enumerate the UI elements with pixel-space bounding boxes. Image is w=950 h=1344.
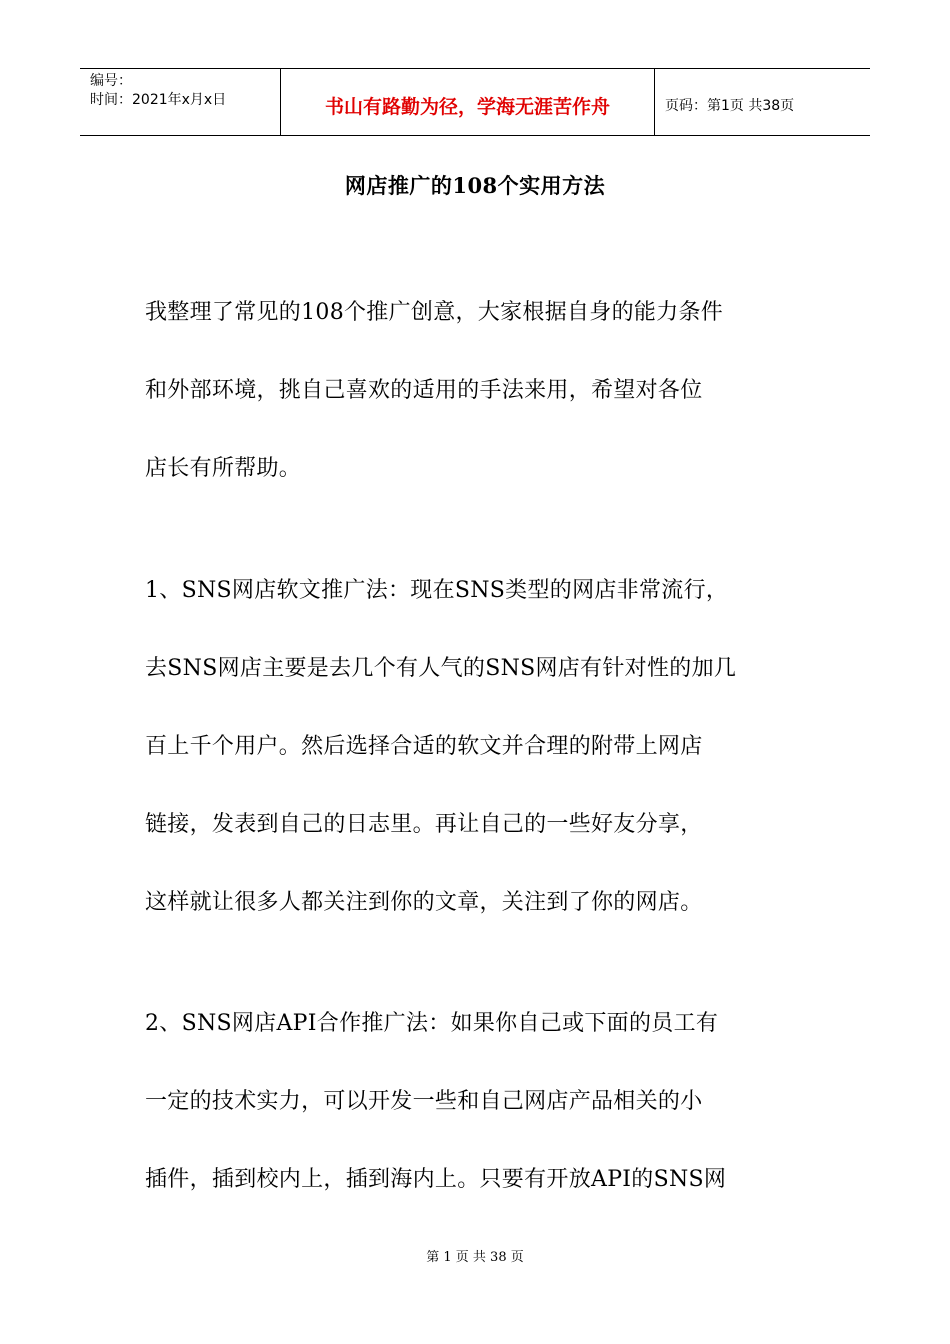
paragraph-intro (145, 274, 815, 508)
text-line: 链接，发表到自己的日志里。再让自己的一些好友分享， (145, 812, 703, 837)
text-line: 2、SNS网店API合作推广法：如果你自己或下面的员工有 (145, 1011, 719, 1036)
header-table (80, 68, 870, 136)
date-line: 时间：2021年x月x日 (90, 92, 227, 108)
paragraph-item-2 (145, 985, 815, 1219)
text-line: 店长有所帮助。 (145, 456, 302, 481)
document-title: 网店推广的108个实用方法 (344, 173, 606, 198)
text-line: 插件，插到校内上，插到海内上。只要有开放API的SNS网 (145, 1167, 727, 1192)
page-footer: 第 1 页 共 38 页 (426, 1250, 524, 1265)
text-line: 这样就让很多人都关注到你的文章，关注到了你的网店。 (145, 890, 703, 915)
number-label: 编号： (90, 73, 132, 89)
text-line: 1、SNS网店软文推广法：现在SNS类型的网店非常流行， (145, 578, 729, 603)
text-line: 和外部环境，挑自己喜欢的适用的手法来用，希望对各位 (145, 378, 703, 403)
text-line: 一定的技术实力，可以开发一些和自己网店产品相关的小 (145, 1089, 703, 1114)
text-line: 去SNS网店主要是去几个有人气的SNS网店有针对性的加几 (145, 656, 737, 681)
page-info: 页码：第1页 共38页 (665, 98, 795, 114)
paragraph-item-1 (145, 552, 815, 942)
header-meta-cell (80, 69, 281, 135)
header-page-cell (655, 69, 870, 135)
header-motto-cell (281, 69, 655, 135)
text-line: 我整理了常见的108个推广创意，大家根据自身的能力条件 (145, 300, 724, 325)
motto-text: 书山有路勤为径，学海无涯苦作舟 (324, 95, 610, 118)
text-line: 百上千个用户。然后选择合适的软文并合理的附带上网店 (145, 734, 703, 759)
